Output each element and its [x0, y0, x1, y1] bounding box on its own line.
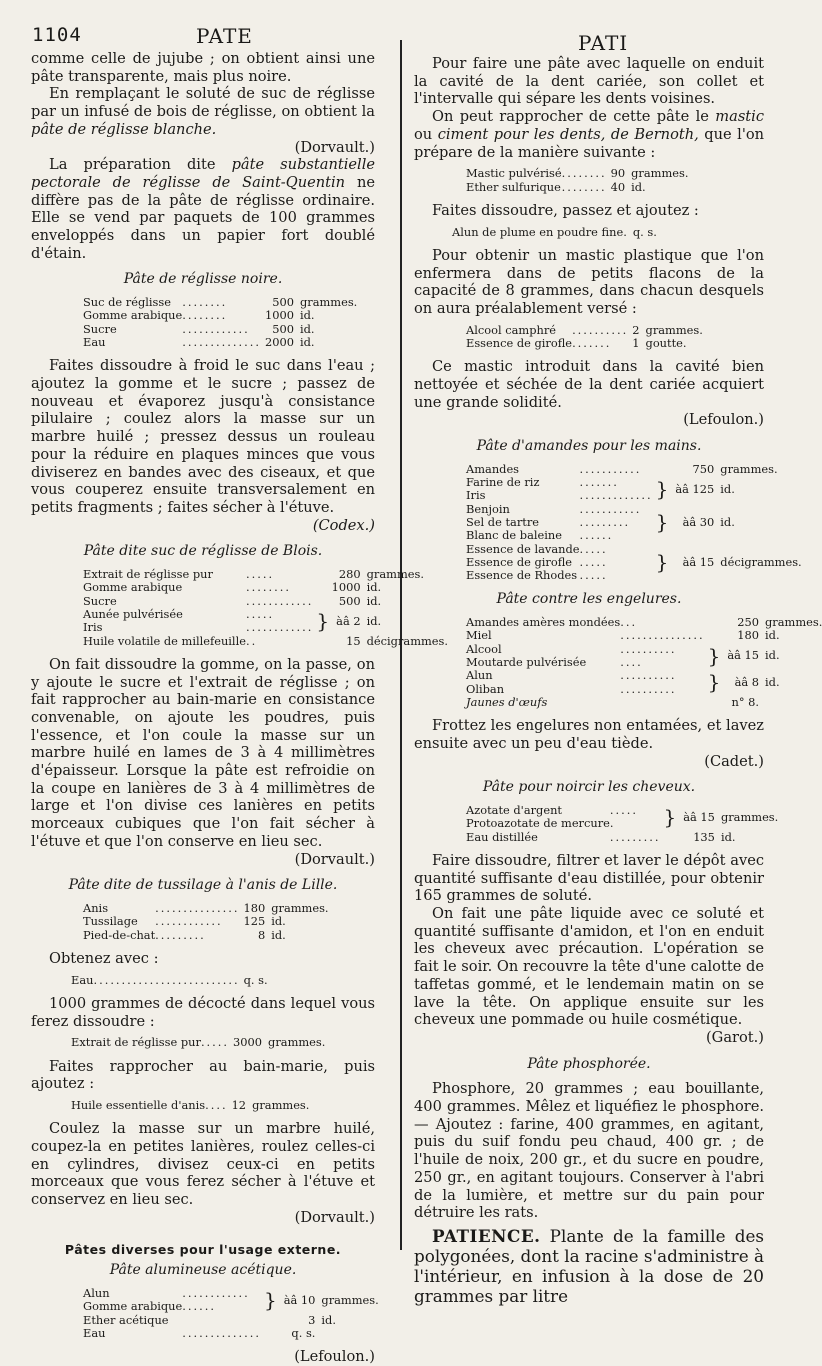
recipe-row: Essence de Rhodes ..... [466, 568, 608, 583]
recipe-table [83, 568, 448, 648]
running-title-left: PATE [196, 24, 253, 48]
recipe-title: Pâte contre les engelures. [496, 591, 682, 608]
paragraph: Faire dissoudre, filtrer et laver le dépôt avec quantité suffisante d'eau distillée, pour obtenir 165 grammes de soluté. [414, 851, 764, 905]
recipe-table [466, 167, 688, 194]
attribution: (Lefoulon.) [294, 1348, 375, 1366]
recipe-table [452, 226, 657, 239]
attribution: (Garot.) [705, 1028, 764, 1046]
recipe-row: Essence de lavande ..... } àâ 15 décigrammes. [466, 541, 802, 574]
recipe-row: Jaunes d'œufs n° 8. [466, 694, 760, 709]
recipe-row: Anis ............... 180 grammes. [83, 900, 329, 915]
recipe-row: Oliban .......... [466, 681, 677, 696]
recipe-title: Pâte phosphorée. [527, 1055, 651, 1072]
recipe-table [71, 974, 268, 987]
recipe-row: Miel ............... 180 id. [466, 628, 780, 643]
recipe-row: Eau .............. 2000 id. [83, 335, 315, 350]
recipe-title: Pâte de réglisse noire. [123, 271, 283, 288]
recipe-table [71, 1036, 325, 1049]
paragraph: Pour faire une pâte avec laquelle on enduit la cavité de la dent cariée, son collet et l'intervalle qui sépare les dents voisines. [414, 55, 764, 108]
entry-headword: PATIENCE. [432, 1225, 541, 1246]
paragraph: La préparation dite pâte substantielle pectorale de réglisse de Saint-Quentin ne diffère pas de la pâte de réglisse ordinaire. Elle se vend par paquets de 100 grammes enveloppés dans un papier fort doublé d'étain. [31, 156, 376, 262]
paragraph: Coulez la masse sur un marbre huilé, coupez-la en petites lanières, roulez celles-ci en cylindres, divisez ceux-ci en petits morceaux que vous ferez sécher à l'étuve et conservez en lieu sec. [31, 1120, 375, 1209]
right-column [414, 55, 822, 1306]
recipe-row: Amandes amères mondées ... 250 grammes. [466, 615, 822, 630]
recipe-title: Pâte dite de tussilage à l'anis de Lille. [68, 877, 338, 894]
recipe-row: Aunée pulvérisée ..... } àâ 2 id. [83, 606, 382, 633]
recipe-row: Essence de girofle ..... [466, 554, 608, 569]
recipe-table [71, 1099, 309, 1112]
paragraph: Obtenez avec : [49, 949, 159, 967]
paragraph: Frottez les engelures non entamées, et lavez ensuite avec un peu d'eau tiède. [414, 717, 764, 752]
recipe-table [83, 1287, 379, 1340]
recipe-row: Huile volatile de millefeuille .. 15 décigrammes. [83, 633, 449, 648]
recipe-table [83, 296, 357, 349]
recipe-row: Benjoin ........... } àâ 30 id. [466, 501, 735, 535]
recipe-row: Iris ............. [466, 488, 653, 503]
recipe-row: Eau .............. q. s. [83, 1325, 316, 1340]
recipe-row: Amandes ........... 750 grammes. [466, 461, 778, 476]
paragraph: comme celle de jujube ; on obtient ainsi une pâte transparente, mais plus noire. [31, 50, 375, 85]
paragraph: Ce mastic introduit dans la cavité bien nettoyée et séchée de la dent cariée acquiert une grande solidité. [414, 358, 764, 411]
attribution: (Codex.) [312, 516, 375, 534]
recipe-row: Extrait de réglisse pur ..... 3000 grammes. [71, 1035, 326, 1050]
recipe-row: Alcool .......... } àâ 15 id. [466, 641, 780, 668]
attribution: (Dorvault.) [294, 138, 375, 156]
page-number: 1104 [32, 24, 82, 46]
recipe-row: Iris ............ [83, 620, 314, 635]
recipe-row: Pied-de-chat ......... 8 id. [83, 927, 286, 942]
attribution: (Dorvault.) [294, 850, 375, 868]
recipe-row: Sucre ............ 500 id. [83, 321, 315, 336]
paragraph: Phosphore, 20 grammes ; eau bouillante, 400 grammes. Mêlez et liquéfiez le phosphore. — Ajoutez : farine, 400 grammes, en agitant, puis du suif fondu peu chaud, 400 gr. ; de l'huile de noix, 200 gr., et du sucre en poudre, 250 gr., en agitant toujours. Conserver à l'abri de la lumière, et mettre sur du pain pour détruire les rats. [414, 1080, 764, 1222]
section-heading: Pâtes diverses pour l'usage externe. [64, 1241, 342, 1257]
recipe-row: Protoazotate de mercure . [466, 816, 616, 831]
attribution: (Lefoulon.) [683, 411, 764, 429]
paragraph: On peut rapprocher de cette pâte le mastic ou ciment pour les dents, de Bernoth, que l'on prépare de la manière suivante : [414, 108, 765, 161]
recipe-table [466, 616, 822, 709]
paragraph: Pour obtenir un mastic plastique que l'on enfermera dans de petits flacons de la capacité de 8 grammes, dans chacun desquels on aura préalablement versé : [414, 246, 764, 317]
recipe-table [83, 902, 329, 942]
recipe-table [466, 324, 703, 351]
recipe-row: Farine de riz ....... } àâ 125 id. [466, 475, 735, 501]
paragraph: On fait dissoudre la gomme, on la passe, on y ajoute le sucre et l'extrait de réglisse ; on fait rapprocher au bain-marie en consistance convenable, on ajoute les poudres, puis l'essence, et l'on coule la masse sur un marbre huilé en lames de 3 à 4 millimètres d'épaisseur. Lorsque la pâte est refroidie on la coupe en lanières de 3 à 4 millimètres de large et l'on divise ces lanières en petits morceaux cubiques que l'on fait sécher à l'étuve et que l'on conserve en lieu sec. [31, 655, 375, 850]
recipe-row: Alun .......... } àâ 8 id. [466, 668, 780, 695]
recipe-row: Alcool camphré .......... 2 grammes. [466, 322, 703, 337]
attribution: (Cadet.) [704, 752, 764, 770]
attribution: (Dorvault.) [294, 1208, 375, 1226]
recipe-row: Eau distillée ......... 135 id. [466, 829, 736, 844]
recipe-title: Pâte pour noircir les cheveux. [482, 779, 696, 796]
recipe-row: Eau .......................... q. s. [71, 972, 268, 987]
recipe-row: Essence de girofle ....... 1 goutte. [466, 335, 687, 350]
recipe-row: Gomme arabique ........ 1000 id. [83, 308, 315, 323]
paragraph: En remplaçant le soluté de suc de réglisse par un infusé de bois de réglisse, on obtient la pâte de réglisse blanche. [31, 85, 375, 138]
running-title-right: PATI [578, 31, 629, 55]
recipe-row: Gomme arabique ...... [83, 1299, 216, 1314]
recipe-row: Alun de plume en poudre fine . q. s. [452, 224, 657, 239]
recipe-row: Gomme arabique ........ 1000 id. [83, 580, 382, 595]
paragraph: Faites dissoudre, passez et ajoutez : [432, 201, 699, 219]
paragraph: 1000 grammes de décocté dans lequel vous ferez dissoudre : [31, 994, 375, 1030]
recipe-row: Huile essentielle d'anis .... 12 grammes. [71, 1097, 310, 1112]
paragraph: Faites dissoudre à froid le suc dans l'eau ; ajoutez la gomme et le sucre ; passez de nouveau et évaporez jusqu'à consistance pilulaire ; coulez alors la masse sur un marbre huilé ; pressez dessus un rouleau pour la réduire en plaques minces que vous diviserez en bandes avec des ciseaux, et que vous couperez ensuite transversalement en petits fragments ; faites sécher à l'étuve. [31, 357, 375, 516]
recipe-row: Tussilage ............ 125 id. [83, 914, 286, 929]
left-column [31, 50, 449, 1366]
recipe-row: Sel de tartre ......... [466, 514, 631, 529]
recipe-row: Ether sulfurique ........ 40 id. [466, 179, 646, 194]
recipe-title: Pâte dite suc de réglisse de Blois. [83, 543, 323, 560]
paragraph: Faites rapprocher au bain-marie, puis ajoutez : [31, 1057, 375, 1093]
recipe-row: Moutarde pulvérisée .... [466, 655, 643, 669]
recipe-row: Azotate d'argent ..... } àâ 15 grammes. [466, 803, 779, 829]
recipe-row: Blanc de baleine ...... [466, 528, 614, 543]
recipe-title: Pâte d'amandes pour les mains. [476, 438, 702, 455]
recipe-row: Mastic pulvérisé ........ 90 grammes. [466, 166, 689, 181]
recipe-row: Extrait de réglisse pur ..... 280 grammes. [83, 567, 424, 582]
recipe-title: Pâte alumineuse acétique. [109, 1262, 297, 1279]
paragraph: On fait une pâte liquide avec ce soluté et quantité suffisante d'amidon, et l'on en enduit les cheveux avec précaution. L'opération se fait le soir. On recouvre la tête d'une calotte de taffetas gommé, et le lendemain matin on se lave la tête. On applique ensuite sur les cheveux une pommade ou huile cosmétique. [414, 905, 764, 1029]
recipe-row: Alun ............ } àâ 10 grammes. [83, 1285, 379, 1312]
recipe-row: Ether acétique 3 id. [83, 1312, 336, 1327]
recipe-table [466, 463, 802, 583]
paragraph: PATIENCE. Plante de la famille des polygonées, dont la racine s'administre à l'intérieur, en infusion à la dose de 20 grammes par litre [414, 1225, 764, 1306]
recipe-table [466, 804, 778, 844]
recipe-row: Suc de réglisse ........ 500 grammes. [83, 295, 358, 310]
recipe-row: Sucre ............ 500 id. [83, 593, 382, 608]
